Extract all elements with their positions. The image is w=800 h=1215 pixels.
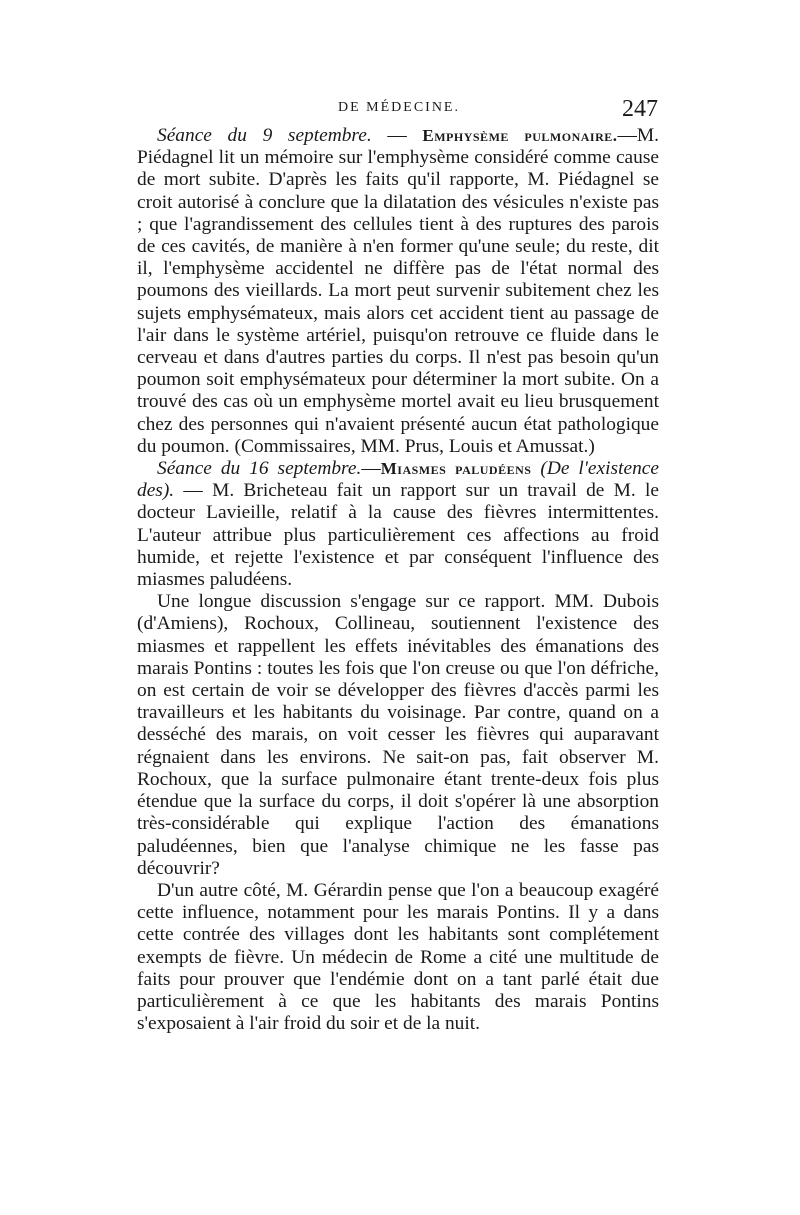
page-header	[138, 98, 658, 122]
paragraph-text: — M. Bricheteau fait un rapport sur un travail de M. le docteur Lavieille, relatif à la cause des fièvres intermittentes. L'auteur attribue plus particulièrement ces affections au froid humide, et rejette l'existence et par conséquent l'influence des miasmes paludéens.	[137, 480, 659, 591]
paragraph-discussion	[137, 591, 659, 880]
session-date: Séance du 9 septembre.	[157, 125, 372, 146]
paragraph-miasmes	[137, 458, 659, 591]
paragraph-gerardin	[137, 880, 659, 1035]
page-number: 247	[622, 96, 658, 122]
rubric-heading: Emphysème pulmonaire.	[422, 126, 618, 145]
paragraph-emphyseme	[137, 125, 659, 458]
running-head: DE MÉDECINE.	[338, 100, 460, 115]
paragraph-text: —M. Piédagnel lit un mémoire sur l'emphysème considéré comme cause de mort subite. D'après les faits qu'il rapporte, M. Piédagnel se croit autorisé à conclure que la dilatation des vésicules n'existe pas ; que l'agrandissement des cellules tient à des ruptures des parois de ces cavités, de manière à n'en former qu'une seule; du reste, dit il, l'emphysème accidentel ne diffère pas de l'état normal des poumons des vieillards. La mort peut survenir subitement chez les sujets emphysémateux, mais alors cet accident tient au passage de l'air dans le système artériel, puisqu'on retrouve ce fluide dans le cerveau et dans d'autres parties du corps. Il n'est pas besoin qu'un poumon soit emphysémateux pour déterminer la mort subite. On a trouvé des cas où un emphysème mortel avait eu lieu brusquement chez des personnes qui n'avaient présenté aucun état pathologique du poumon. (Commissaires, MM. Prus, Louis et Amussat.)	[137, 125, 659, 457]
rubric-heading: Miasmes paludéens	[380, 459, 532, 479]
session-date: Séance du 16 septembre.	[157, 458, 362, 480]
separator: —	[361, 458, 381, 480]
paragraph-text: D'un autre côté, M. Gérardin pense que l'on a beaucoup exagéré cette influence, notamment pour les marais Pontins. Il y a dans cette contrée des villages dont les habitants sont complétement exempts de fièvre. Un médecin de Rome a cité une multitude de faits pour prouver que l'endémie dont on a tant parlé était due particulièrement à ce que les habitants des marais Pontins s'exposaient à l'air froid du soir et de la nuit.	[137, 879, 659, 1035]
rubric-subtitle: (De l'existence des).	[137, 458, 659, 502]
separator: —	[371, 125, 423, 146]
body-text	[137, 125, 659, 1035]
paragraph-text: Une longue discussion s'engage sur ce rapport. MM. Dubois (d'Amiens), Rochoux, Collineau, soutiennent l'existence des miasmes et rappellent les effets inévitables des émanations des marais Pontins : toutes les fois que l'on creuse ou que l'on défriche, on est certain de voir se développer des fièvres d'accès parmi les travailleurs et les habitants du voisinage. Par contre, quand on a desséché des marais, on voit cesser les fièvres qui auparavant régnaient dans les environs. Ne sait-on pas, fait observer M. Rochoux, que la surface pulmonaire étant trente-deux fois plus étendue que la surface du corps, il doit s'opérer là une absorption très-considérable qui explique l'action des émanations paludéennes, bien que l'analyse chimique ne les fasse pas découvrir?	[137, 591, 659, 879]
